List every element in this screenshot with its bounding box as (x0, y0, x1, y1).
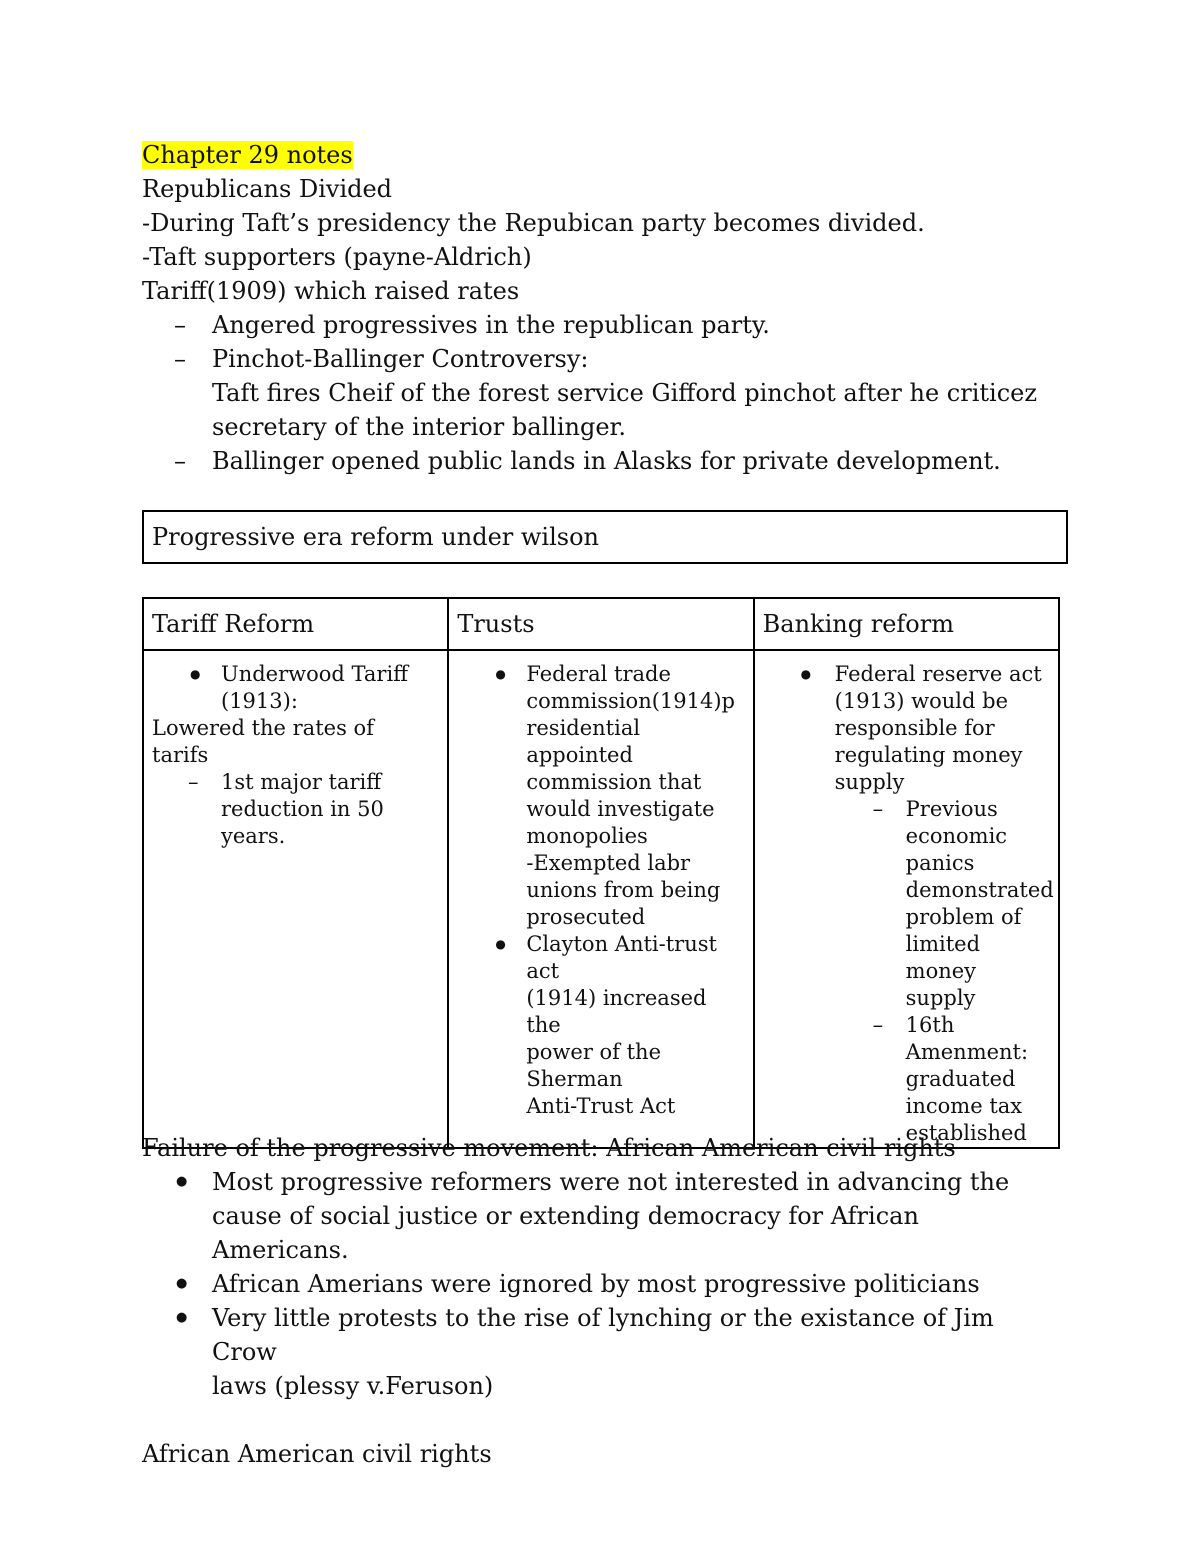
trusts-cell (448, 650, 753, 1148)
footer-heading: African American civil rights (142, 1440, 492, 1468)
table-row (143, 650, 1059, 1148)
cell-note: Lowered the rates of tarifs (152, 716, 374, 767)
tariff-cell (143, 650, 448, 1148)
list-item: ● Clayton Anti-trust act (1914) increased the power of the Sherman Anti-Trust Act (457, 931, 744, 1120)
failure-list (142, 1165, 1062, 1403)
dash-item: – Ballinger opened public lands in Alasks for private development. (142, 444, 1062, 478)
column-header-banking: Banking reform (754, 598, 1059, 650)
failure-section (142, 1131, 1062, 1471)
list-item: ● Very little protests to the rise of lynching or the existance of Jim Crow laws (plessy v.Feruson) (142, 1301, 1062, 1403)
column-header-trusts: Trusts (448, 598, 753, 650)
dash-item: – Angered progressives in the republican party. (142, 308, 1062, 342)
list-item: ● Underwood Tariff (1913): (152, 661, 439, 715)
reform-table (142, 597, 1060, 1149)
list-item: ● Federal reserve act (1913) would be responsible for regulating money supply (763, 661, 1050, 796)
chapter-title: Chapter 29 notes (142, 141, 353, 169)
list-item: – 1st major tariff reduction in 50 years. (152, 769, 439, 850)
tariff-dash-list (142, 308, 1062, 478)
note-line: -During Taft’s presidency the Repubican party becomes divided. (142, 209, 925, 237)
list-item: ● African Amerians were ignored by most progressive politicians (142, 1267, 1062, 1301)
notes-intro (142, 138, 1062, 478)
note-line: -Taft supporters (payne-Aldrich) (142, 243, 532, 271)
list-item: ● Federal trade commission(1914)p residential appointed commission that would investigate monopolies -Exempted labr unions from being prosecuted (457, 661, 744, 931)
failure-title: Failure of the progressive movement: African American civil rights (142, 1134, 956, 1162)
note-line: Tariff(1909) which raised rates (142, 277, 520, 305)
column-header-tariff: Tariff Reform (143, 598, 448, 650)
table-header-row (143, 598, 1059, 650)
dash-item: – Pinchot-Ballinger Controversy: Taft fires Cheif of the forest service Gifford pinchot after he criticez secretary of the interior ballinger. (142, 342, 1062, 444)
banking-cell (754, 650, 1059, 1148)
list-item: – Previous economic panics demonstrated problem of limited money supply (763, 796, 1050, 1012)
section-box-title: Progressive era reform under wilson (142, 510, 1068, 564)
list-item: – 16th Amenment: graduated income tax established (763, 1012, 1050, 1147)
section-title: Republicans Divided (142, 175, 393, 203)
list-item: ● Most progressive reformers were not interested in advancing the cause of social justice or extending democracy for African Americans. (142, 1165, 1062, 1267)
